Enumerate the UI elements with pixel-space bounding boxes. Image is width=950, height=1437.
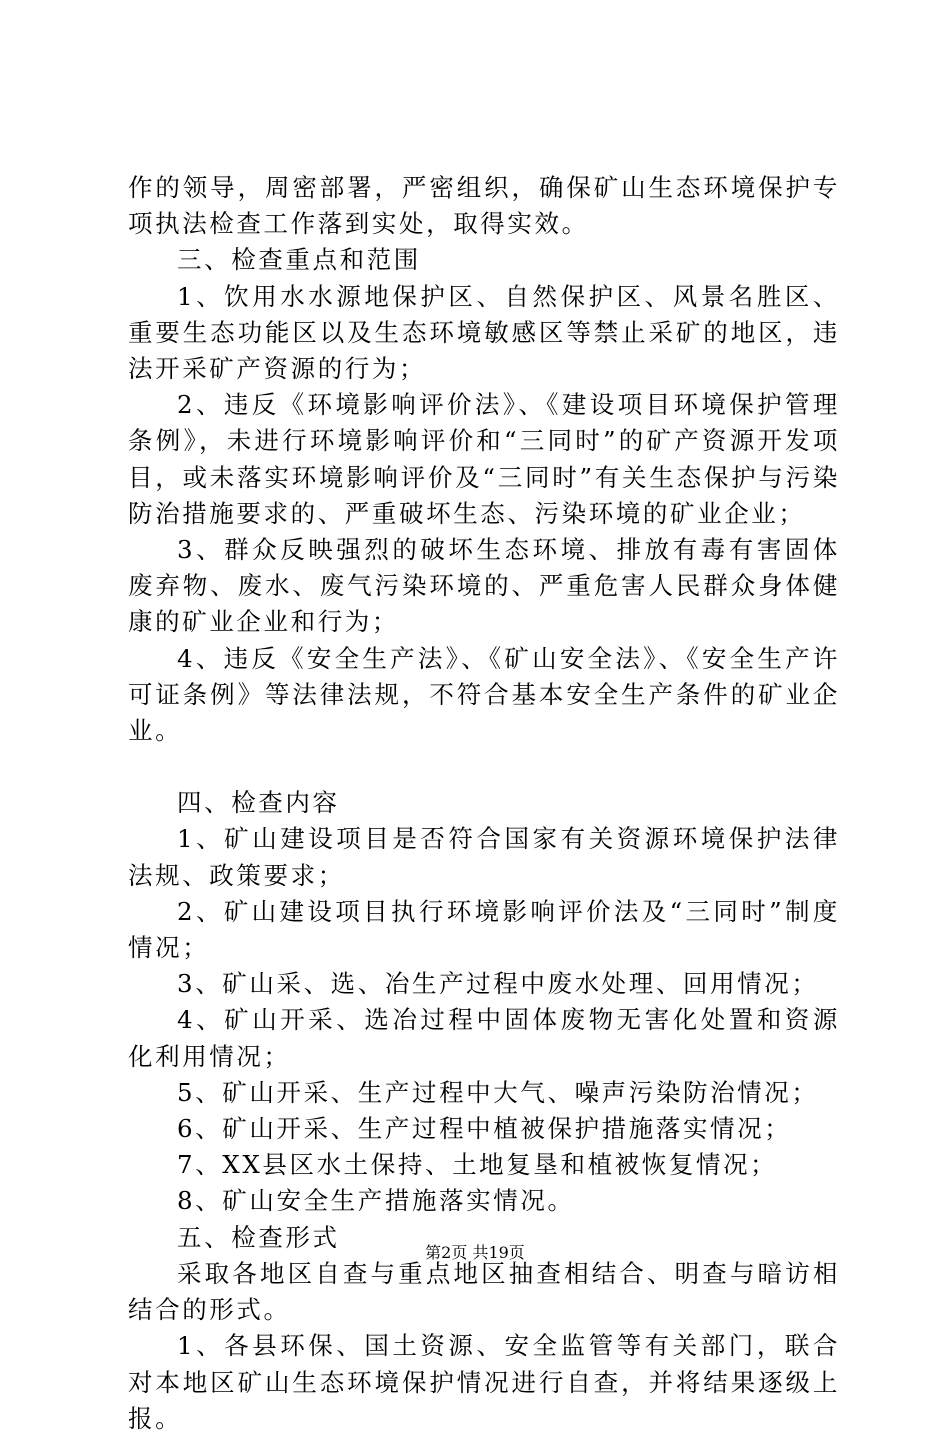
list-item: 4、矿山开采、选冶过程中固体废物无害化处置和资源化利用情况； [128,1005,840,1071]
section-heading-4: 四、检查内容 [177,788,340,818]
list-item: 3、群众反映强烈的破坏生态环境、排放有毒有害固体废弃物、废水、废气污染环境的、严重危害人民群众身体健康的矿业企业和行为； [128,535,840,637]
list-item: 5、矿山开采、生产过程中大气、噪声污染防治情况； [177,1077,819,1107]
list-item: 2、矿山建设项目执行环境影响评价法及“三同时”制度情况； [128,896,840,963]
paragraph: 采取各地区自查与重点地区抽查相结合、明查与暗访相结合的形式。 [128,1258,840,1325]
section-heading-5: 五、检查形式 [177,1222,340,1252]
list-item: 1、各县环保、国土资源、安全监管等有关部门，联合对本地区矿山生态环境保护情况进行自查，并将结果逐级上报。 [128,1331,840,1433]
list-item: 4、违反《安全生产法》、《矿山安全法》、《安全生产许可证条例》等法律法规，不符合基本安全生产条件的矿业企业。 [128,643,840,746]
list-item: 1、矿山建设项目是否符合国家有关资源环境保护法律法规、政策要求； [128,824,840,890]
page-number-footer: 第2页 共19页 [425,1243,525,1262]
list-item: 6、矿山开采、生产过程中植被保护措施落实情况； [177,1114,792,1144]
list-item: 3、矿山采、选、冶生产过程中废水处理、回用情况； [177,969,819,999]
list-item: 8、矿山安全生产措施落实情况。 [177,1186,575,1216]
list-item: 2、违反《环境影响评价法》、《建设项目环境保护管理条例》，未进行环境影响评价和“三同时”的矿产资源开发项目，或未落实环境影响评价及“三同时”有关生态保护与污染防治措施要求的、严重破坏生态、污染环境的矿业企业； [128,390,840,528]
list-item: 7、XX县区水土保持、土地复垦和植被恢复情况； [177,1150,778,1180]
section-heading-3: 三、检查重点和范围 [177,245,421,275]
list-item: 1、饮用水水源地保护区、自然保护区、风景名胜区、重要生态功能区以及生态环境敏感区等禁止采矿的地区，违法开采矿产资源的行为； [128,281,840,384]
paragraph-continuation: 作的领导，周密部署，严密组织，确保矿山生态环境保护专项执法检查工作落到实处，取得实效。 [128,173,840,239]
